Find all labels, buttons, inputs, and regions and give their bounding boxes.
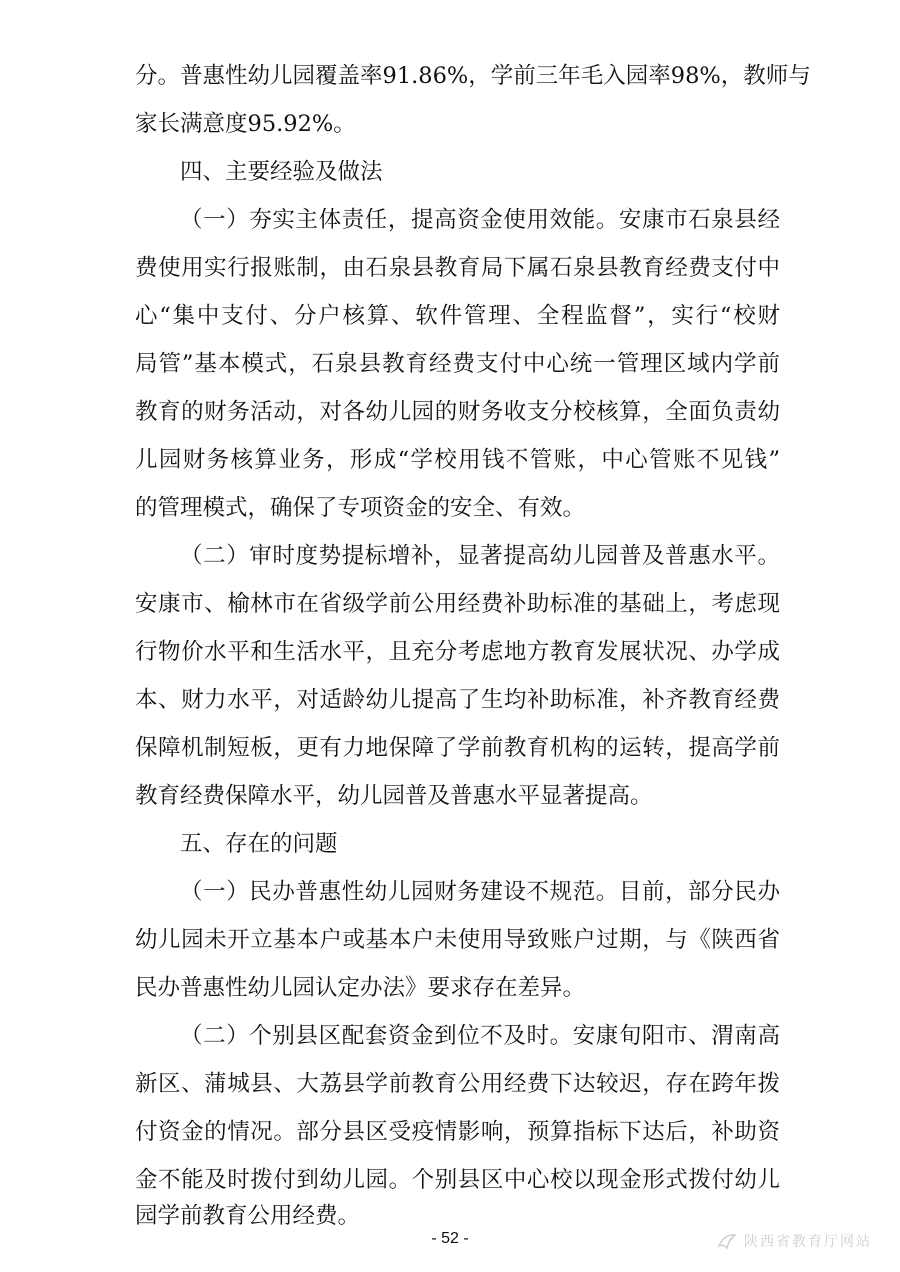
text-line: 行物价水平和生活水平，且充分考虑地方教育发展状况、办学成 xyxy=(135,639,780,665)
text-line: 新区、蒲城县、大荔县学前教育公用经费下达较迟，存在跨年拨 xyxy=(135,1071,780,1097)
text-line: 教育经费保障水平，幼儿园普及普惠水平显著提高。 xyxy=(135,783,653,809)
text-line: 心“集中支付、分户核算、软件管理、全程监督”，实行“校财 xyxy=(135,303,780,329)
text-line: 局管”基本模式，石泉县教育经费支付中心统一管理区域内学前 xyxy=(135,351,780,377)
text-line: 儿园财务核算业务，形成“学校用钱不管账，中心管账不见钱” xyxy=(135,447,780,473)
text-line: 幼儿园未开立基本户或基本户未使用导致账户过期，与《陕西省 xyxy=(135,927,780,953)
text-line: 教育的财务活动，对各幼儿园的财务收支分校核算，全面负责幼 xyxy=(135,399,780,425)
site-watermark xyxy=(716,1226,900,1256)
text-line: 园学前教育公用经费。 xyxy=(135,1203,361,1229)
text-line: 本、财力水平，对适龄幼儿提高了生均补助标准，补齐教育经费 xyxy=(135,687,780,713)
section-heading: 四、主要经验及做法 xyxy=(180,159,383,185)
text-line: （二）审时度势提标增补，显著提高幼儿园普及普惠水平。 xyxy=(180,543,780,569)
watermark-text: 陕西省教育厅网站 xyxy=(744,1234,872,1250)
text-line: 保障机制短板，更有力地保障了学前教育机构的运转，提高学前 xyxy=(135,735,780,761)
text-line: 家长满意度95.92%。 xyxy=(135,111,356,137)
section-heading: 五、存在的问题 xyxy=(180,831,338,857)
text-line: 的管理模式，确保了专项资金的安全、有效。 xyxy=(135,495,586,521)
text-line: 费使用实行报账制，由石泉县教育局下属石泉县教育经费支付中 xyxy=(135,255,780,281)
text-line: 安康市、榆林市在省级学前公用经费补助标准的基础上，考虑现 xyxy=(135,591,780,617)
text-line: 金不能及时拨付到幼儿园。个别县区中心校以现金形式拨付幼儿 xyxy=(135,1167,780,1193)
text-line: （二）个别县区配套资金到位不及时。安康旬阳市、渭南高 xyxy=(180,1023,780,1049)
text-line: 付资金的情况。部分县区受疫情影响，预算指标下达后，补助资 xyxy=(135,1119,780,1145)
text-line: 民办普惠性幼儿园认定办法》要求存在差异。 xyxy=(135,975,586,1001)
text-line: 分。普惠性幼儿园覆盖率91.86%，学前三年毛入园率98%，教师与 xyxy=(135,63,811,89)
watermark-logo-icon xyxy=(716,1230,738,1252)
page-number: - 52 - xyxy=(431,1230,469,1247)
text-line: （一）夯实主体责任，提高资金使用效能。安康市石泉县经 xyxy=(180,207,780,233)
text-line: （一）民办普惠性幼儿园财务建设不规范。目前，部分民办 xyxy=(180,879,780,905)
